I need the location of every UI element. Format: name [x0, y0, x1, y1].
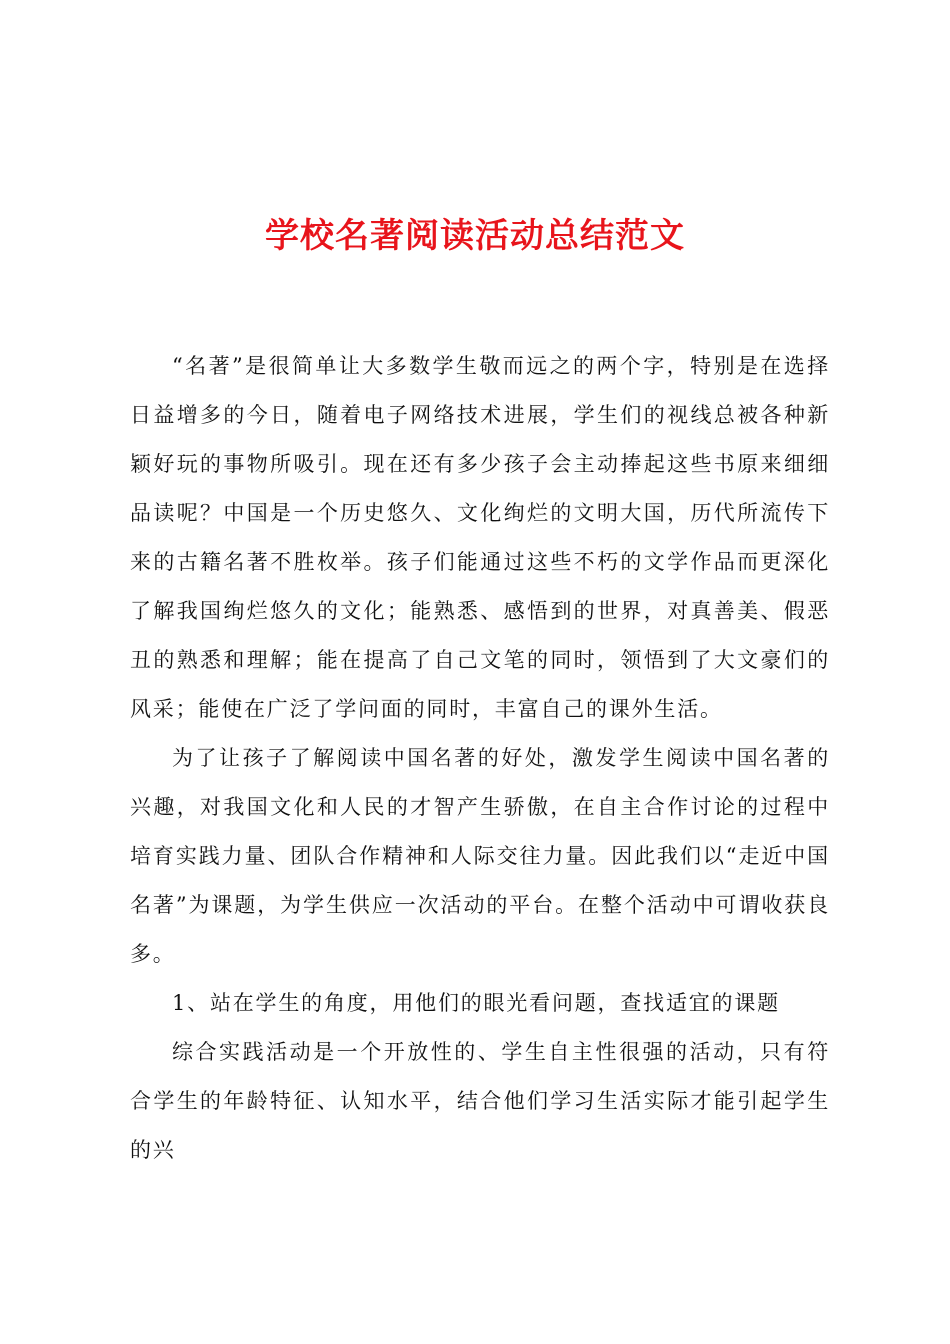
- paragraph-intro: “名著”是很简单让大多数学生敬而远之的两个字，特别是在选择日益增多的今日，随着电子网络技术进展，学生们的视线总被各种新颖好玩的事物所吸引。现在还有多少孩子会主动捧起这些书原来细细品读呢？中国是一个历史悠久、文化绚烂的文明大国，历代所流传下来的古籍名著不胜枚举。孩子们能通过这些不朽的文学作品而更深化了解我国绚烂悠久的文化；能熟悉、感悟到的世界，对真善美、假恶丑的熟悉和理解；能在提高了自己文笔的同时，领悟到了大文豪们的风采；能使在广泛了学问面的同时，丰富自己的课外生活。: [130, 354, 830, 721]
- paragraph-section-heading: 1、站在学生的角度，用他们的眼光看问题，查找适宜的课题: [172, 991, 780, 1015]
- paragraph-section-body: 综合实践活动是一个开放性的、学生自主性很强的活动，只有符合学生的年龄特征、认知水平，结合他们学习生活实际才能引起学生的兴: [130, 1040, 830, 1162]
- paragraph-purpose: 为了让孩子了解阅读中国名著的好处，激发学生阅读中国名著的兴趣，对我国文化和人民的才智产生骄傲，在自主合作讨论的过程中培育实践力量、团队合作精神和人际交往力量。因此我们以“走近中国名著”为课题，为学生供应一次活动的平台。在整个活动中可谓收获良多。: [130, 746, 830, 966]
- document-title: 学校名著阅读活动总结范文: [265, 216, 685, 256]
- document-body: [130, 342, 830, 1175]
